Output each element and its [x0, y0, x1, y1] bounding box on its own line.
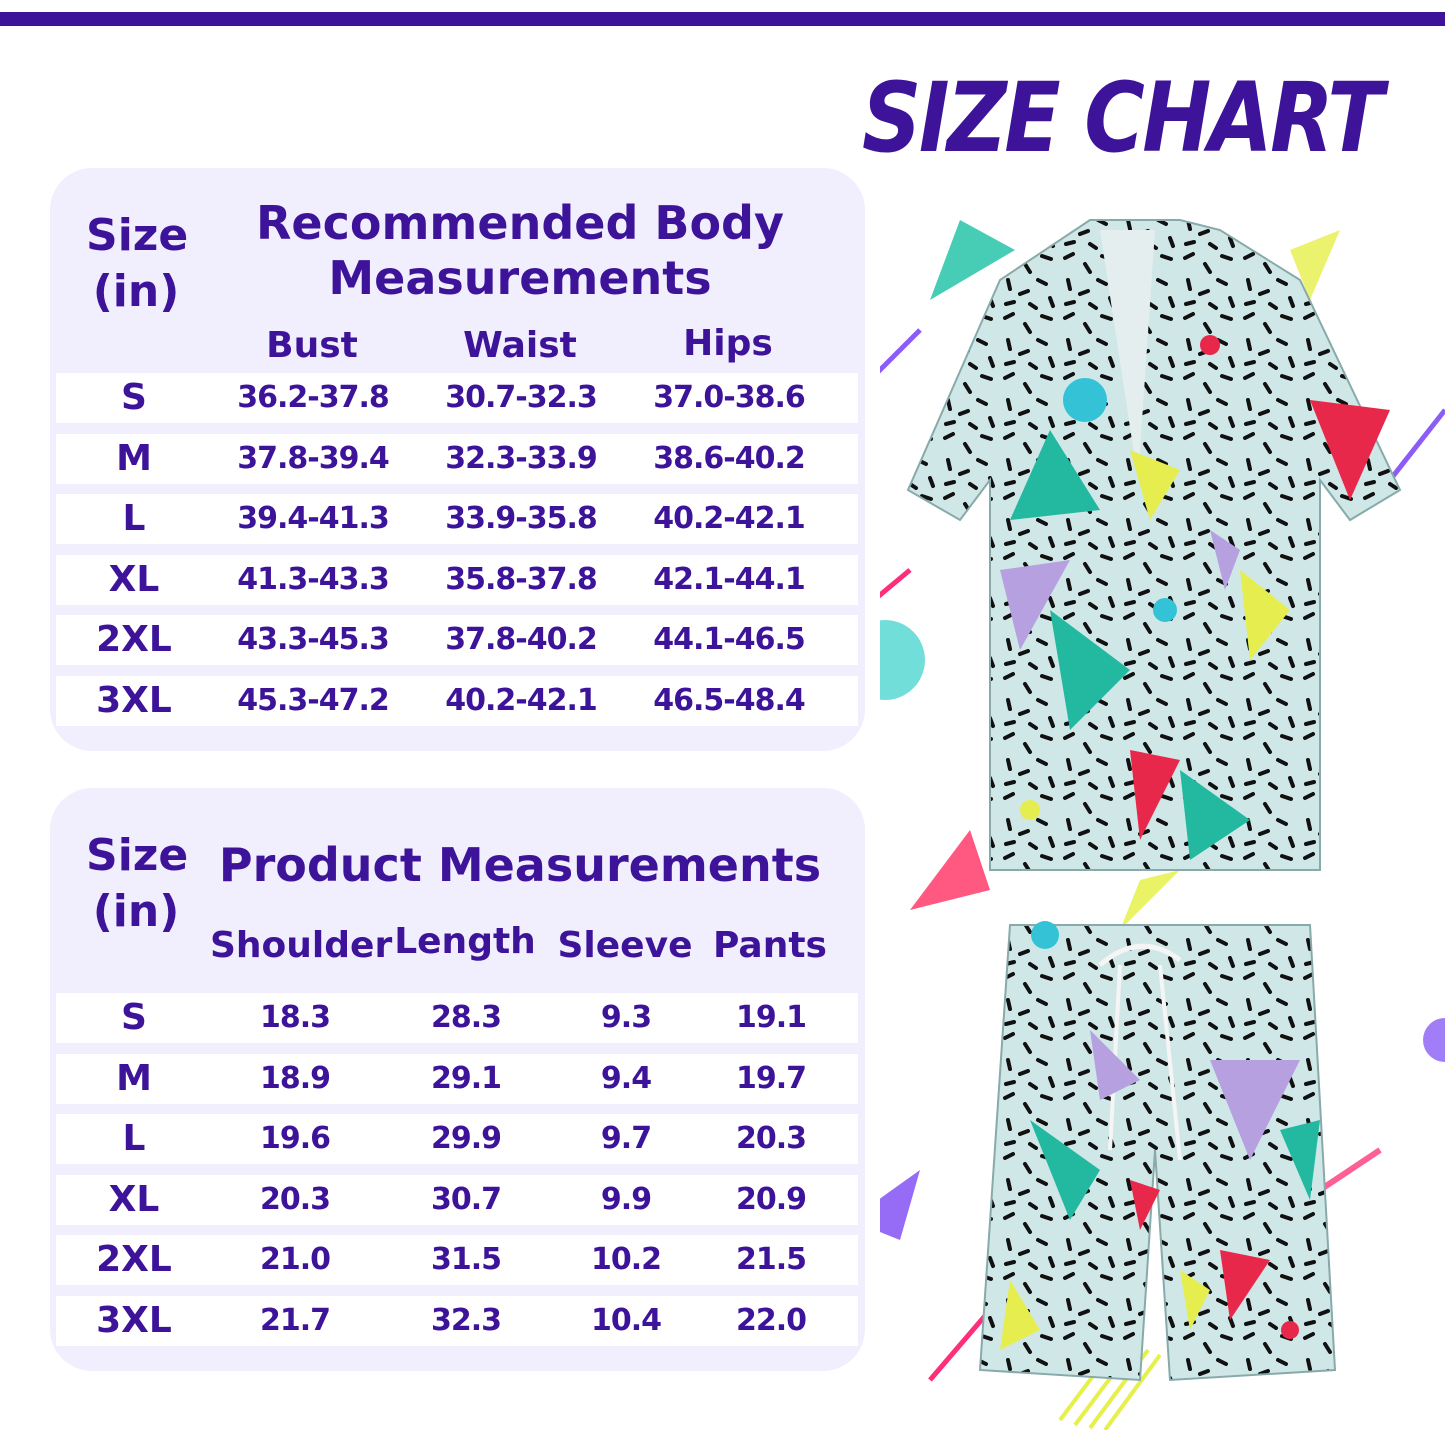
column-header-pants: Pants [713, 925, 827, 966]
value-cell: 21.7 [259, 1302, 331, 1338]
size-header-line1: Size [86, 830, 189, 881]
column-header-shoulder: Shoulder [210, 925, 393, 966]
product-measurements-panel [50, 788, 865, 1371]
shirt-image [908, 220, 1400, 870]
table-row [56, 373, 858, 423]
size-cell: S [121, 997, 147, 1038]
value-cell: 40.2-42.1 [445, 682, 597, 718]
table-row [56, 1296, 858, 1346]
table-row [56, 1235, 858, 1285]
value-cell: 37.0-38.6 [653, 380, 805, 415]
size-cell: 2XL [96, 1239, 172, 1280]
value-cell: 40.2-42.1 [653, 501, 805, 536]
shorts-image [980, 921, 1335, 1380]
table-row [56, 993, 858, 1043]
table-row [56, 434, 858, 484]
table-row [56, 1054, 858, 1104]
product-photo [880, 190, 1445, 1430]
value-cell: 33.9-35.8 [445, 501, 597, 536]
page-title: SIZE CHART [862, 62, 1382, 174]
size-header [86, 828, 189, 940]
value-cell: 38.6-40.2 [653, 440, 805, 476]
size-header-line1: Size [86, 210, 189, 261]
size-cell: M [116, 437, 152, 479]
size-cell: S [121, 377, 147, 418]
value-cell: 29.1 [430, 1060, 502, 1096]
value-cell: 29.9 [430, 1121, 502, 1156]
column-header-length: Length [394, 921, 536, 962]
body-group-header-line1: Recommended Body [256, 196, 784, 250]
column-header-sleeve: Sleeve [557, 925, 693, 966]
value-cell: 22.0 [735, 1302, 807, 1338]
body-measurements-panel [50, 168, 865, 751]
value-cell: 18.3 [259, 1000, 331, 1035]
value-cell: 32.3 [430, 1302, 502, 1338]
size-cell: L [122, 498, 146, 539]
value-cell: 21.5 [735, 1242, 807, 1277]
value-cell: 9.7 [600, 1121, 652, 1156]
value-cell: 31.5 [430, 1242, 502, 1277]
value-cell: 20.3 [735, 1121, 807, 1156]
size-cell: XL [108, 1178, 160, 1220]
value-cell: 10.4 [590, 1302, 662, 1338]
value-cell: 30.7-32.3 [445, 380, 597, 415]
value-cell: 21.0 [259, 1242, 331, 1277]
value-cell: 9.9 [600, 1181, 652, 1217]
size-cell: 2XL [96, 619, 172, 660]
value-cell: 9.3 [600, 1000, 652, 1035]
size-cell: 3XL [96, 1299, 172, 1341]
value-cell: 20.3 [259, 1181, 331, 1217]
size-header [86, 208, 189, 320]
size-cell: M [116, 1057, 152, 1099]
value-cell: 35.8-37.8 [445, 561, 597, 597]
table-row [56, 555, 858, 605]
value-cell: 36.2-37.8 [237, 380, 389, 415]
value-cell: 10.2 [590, 1242, 662, 1277]
value-cell: 37.8-39.4 [237, 440, 389, 476]
column-header-hips: Hips [683, 323, 773, 364]
value-cell: 41.3-43.3 [237, 561, 389, 597]
value-cell: 45.3-47.2 [237, 682, 389, 718]
value-cell: 19.7 [735, 1060, 807, 1096]
body-group-header-line2: Measurements [328, 251, 712, 305]
table-row [56, 615, 858, 665]
value-cell: 43.3-45.3 [237, 622, 389, 657]
value-cell: 28.3 [430, 1000, 502, 1035]
body-group-header [230, 196, 810, 306]
value-cell: 44.1-46.5 [653, 622, 805, 657]
table-row [56, 1175, 858, 1225]
value-cell: 39.4-41.3 [237, 501, 389, 536]
table-row [56, 494, 858, 544]
size-header-line2: (in) [92, 266, 180, 317]
table-row [56, 676, 858, 726]
value-cell: 18.9 [259, 1060, 331, 1096]
column-header-waist: Waist [463, 325, 577, 366]
value-cell: 19.1 [735, 1000, 807, 1035]
value-cell: 9.4 [600, 1060, 652, 1096]
size-cell: L [122, 1118, 146, 1159]
value-cell: 46.5-48.4 [653, 682, 805, 718]
product-group-header: Product Measurements [218, 838, 822, 892]
value-cell: 37.8-40.2 [445, 622, 597, 657]
top-bar [0, 12, 1445, 26]
value-cell: 19.6 [259, 1121, 331, 1156]
value-cell: 30.7 [430, 1181, 502, 1217]
size-cell: 3XL [96, 679, 172, 721]
value-cell: 20.9 [735, 1181, 807, 1217]
value-cell: 32.3-33.9 [445, 440, 597, 476]
value-cell: 42.1-44.1 [653, 561, 805, 597]
table-row [56, 1114, 858, 1164]
column-header-bust: Bust [266, 325, 358, 366]
size-cell: XL [108, 558, 160, 600]
size-header-line2: (in) [92, 886, 180, 937]
